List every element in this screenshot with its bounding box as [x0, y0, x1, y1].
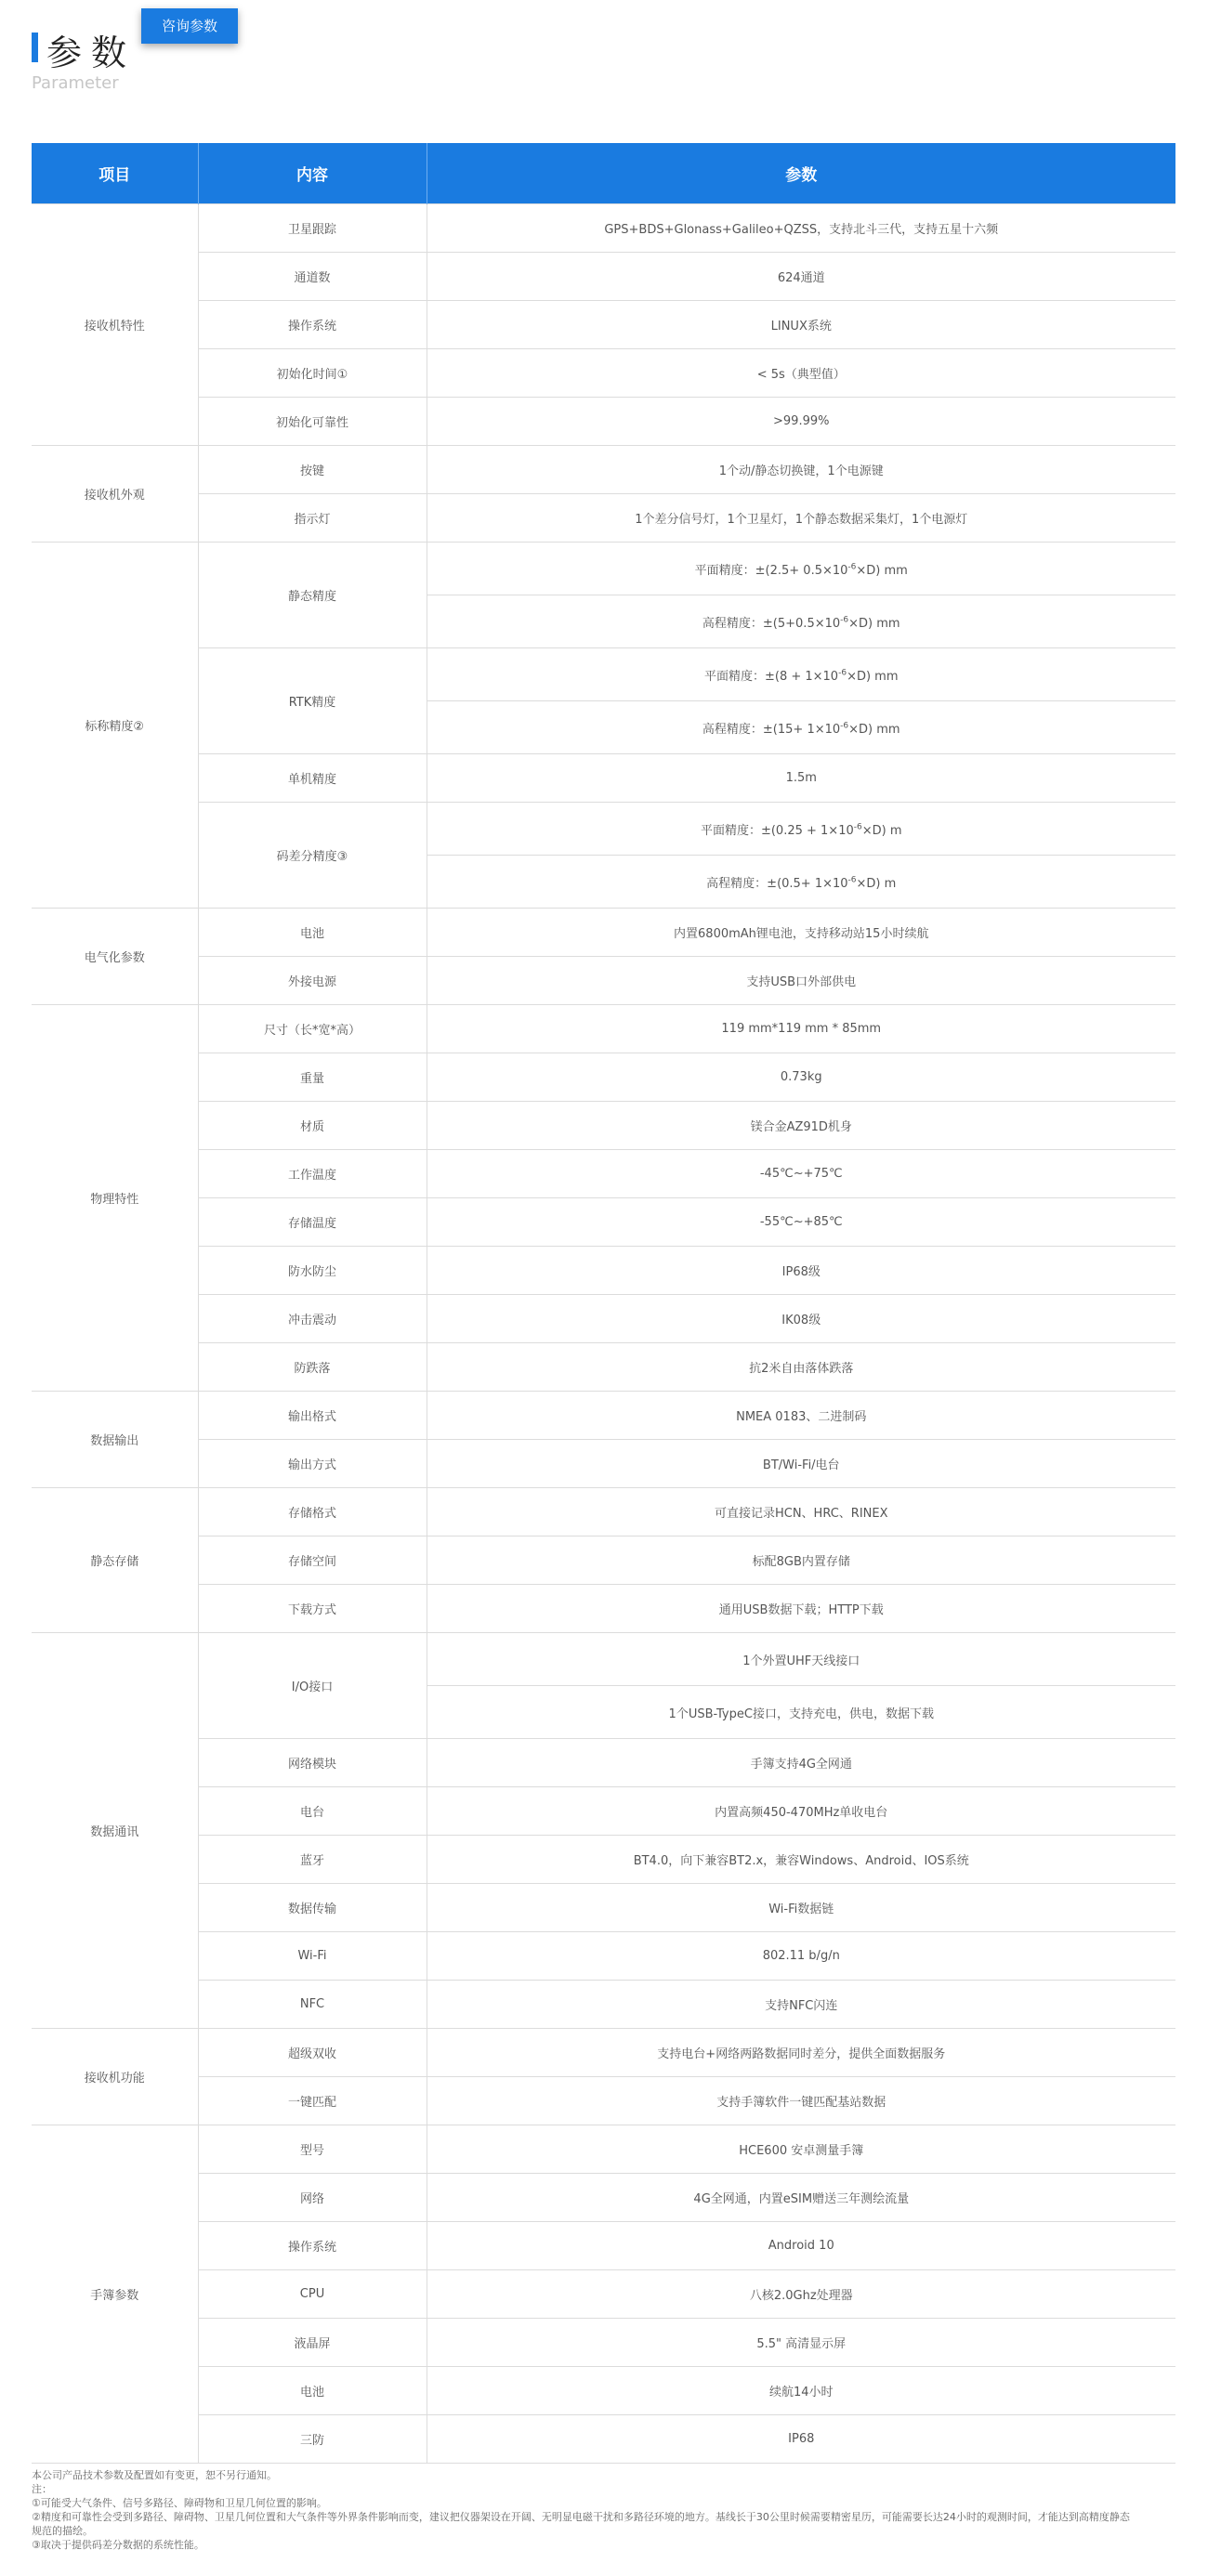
row-parameter-value: 内置6800mAh锂电池，支持移动站15小时续航	[427, 909, 1175, 957]
row-parameter-value: 1个差分信号灯，1个卫星灯，1个静态数据采集灯，1个电源灯	[427, 494, 1175, 543]
row-parameter-value: -55℃~+85℃	[427, 1198, 1175, 1247]
table-row	[32, 1392, 1175, 1440]
row-parameter-value: 支持手簿软件一键匹配基站数据	[427, 2077, 1175, 2125]
table-row	[32, 1633, 1175, 1686]
column-header-item: 项目	[32, 143, 198, 204]
row-parameter-value: LINUX系统	[427, 301, 1175, 349]
row-content-label: 下载方式	[198, 1585, 427, 1633]
table-row	[32, 2125, 1175, 2174]
row-parameter-value: 5.5" 高清显示屏	[427, 2319, 1175, 2367]
row-parameter-value: IP68级	[427, 1247, 1175, 1295]
table-row	[32, 1343, 1175, 1392]
table-row	[32, 1787, 1175, 1836]
column-header-parameter: 参数	[427, 143, 1175, 204]
row-parameter-value: 内置高频450-470MHz单收电台	[427, 1787, 1175, 1836]
table-row	[32, 543, 1175, 595]
row-parameter-value: >99.99%	[427, 398, 1175, 446]
row-parameter-value: 1个USB-TypeC接口，支持充电，供电，数据下载	[427, 1686, 1175, 1739]
table-row	[32, 2319, 1175, 2367]
row-parameter-value: 手簿支持4G全网通	[427, 1739, 1175, 1787]
row-content-label: 重量	[198, 1053, 427, 1102]
row-parameter-value: BT4.0，向下兼容BT2.x，兼容Windows、Android、IOS系统	[427, 1836, 1175, 1884]
row-content-label: 防跌落	[198, 1343, 427, 1392]
table-row	[32, 1536, 1175, 1585]
row-parameter-value: 1.5m	[427, 754, 1175, 803]
note-line: ②精度和可靠性会受到多路径、障碍物、卫星几何位置和大气条件等外界条件影响而变，建议把仪器架设在开阔、无明显电磁干扰和多路径环境的地方。基线长于30公里时候需要精密星历，可能需要长达24小时的观测时间，才能达到高精度静态	[32, 2511, 1130, 2523]
row-content-label: 操作系统	[198, 301, 427, 349]
table-row	[32, 1932, 1175, 1981]
note-line: ①可能受大气条件、信号多路径、障碍物和卫星几何位置的影响。	[32, 2497, 327, 2509]
row-parameter-value: 八核2.0Ghz处理器	[427, 2270, 1175, 2319]
table-row	[32, 494, 1175, 543]
row-parameter-value: 1个动/静态切换键，1个电源键	[427, 446, 1175, 494]
row-parameter-value: GPS+BDS+Glonass+Galileo+QZSS，支持北斗三代，支持五星十六频	[427, 204, 1175, 253]
table-row	[32, 1981, 1175, 2029]
row-parameter-value: 4G全网通，内置eSIM赠送三年测绘流量	[427, 2174, 1175, 2222]
row-content-label: 操作系统	[198, 2222, 427, 2270]
row-parameter-value: 抗2米自由落体跌落	[427, 1343, 1175, 1392]
row-parameter-value: 支持NFC闪连	[427, 1981, 1175, 2029]
row-parameter-value: 802.11 b/g/n	[427, 1932, 1175, 1981]
row-content-label: 型号	[198, 2125, 427, 2174]
table-row	[32, 253, 1175, 301]
row-parameter-value: -45℃~+75℃	[427, 1150, 1175, 1198]
row-parameter-value: 支持USB口外部供电	[427, 957, 1175, 1005]
row-parameter-value: 平面精度：$\pm(0.25 + 1\times 10^{-6}\times D)$ m	[427, 803, 1175, 856]
row-content-label: 按键	[198, 446, 427, 494]
row-content-label: RTK精度	[198, 648, 427, 754]
row-parameter-value: 1个外置UHF天线接口	[427, 1633, 1175, 1686]
row-content-label: 工作温度	[198, 1150, 427, 1198]
row-content-label: 尺寸（长*宽*高）	[198, 1005, 427, 1053]
row-parameter-value: 高程精度：$\pm(0.5+ 1\times 10^{-6}\times D)$ m	[427, 856, 1175, 909]
title-accent-bar	[32, 33, 38, 62]
row-content-label: 码差分精度③	[198, 803, 427, 909]
table-row	[32, 301, 1175, 349]
row-parameter-value: 高程精度：$\pm(5+0.5\times 10^{-6}\times D)$ mm	[427, 595, 1175, 648]
row-group-label: 物理特性	[32, 1005, 198, 1392]
parameter-table	[32, 143, 1175, 2464]
table-row	[32, 1488, 1175, 1536]
row-content-label: 存储空间	[198, 1536, 427, 1585]
row-group-label: 手簿参数	[32, 2125, 198, 2464]
row-parameter-value: 支持电台+网络两路数据同时差分，提供全面数据服务	[427, 2029, 1175, 2077]
row-content-label: 蓝牙	[198, 1836, 427, 1884]
table-row	[32, 1150, 1175, 1198]
row-group-label: 静态存储	[32, 1488, 198, 1633]
row-parameter-value: 119 mm*119 mm * 85mm	[427, 1005, 1175, 1053]
row-content-label: I/O接口	[198, 1633, 427, 1739]
row-content-label: 一键匹配	[198, 2077, 427, 2125]
row-content-label: 网络模块	[198, 1739, 427, 1787]
row-content-label: 初始化可靠性	[198, 398, 427, 446]
row-parameter-value: 通用USB数据下载；HTTP下载	[427, 1585, 1175, 1633]
row-parameter-value: 可直接记录HCN、HRC、RINEX	[427, 1488, 1175, 1536]
row-parameter-value: BT/Wi-Fi/电台	[427, 1440, 1175, 1488]
table-row	[32, 1005, 1175, 1053]
row-content-label: Wi-Fi	[198, 1932, 427, 1981]
row-group-label: 数据输出	[32, 1392, 198, 1488]
row-parameter-value: 续航14小时	[427, 2367, 1175, 2415]
row-parameter-value: HCE600 安卓测量手簿	[427, 2125, 1175, 2174]
table-row	[32, 957, 1175, 1005]
row-content-label: 通道数	[198, 253, 427, 301]
table-row	[32, 1836, 1175, 1884]
row-content-label: 单机精度	[198, 754, 427, 803]
row-content-label: 数据传输	[198, 1884, 427, 1932]
page-title: 参数	[46, 33, 137, 73]
row-content-label: 网络	[198, 2174, 427, 2222]
row-parameter-value: Wi-Fi数据链	[427, 1884, 1175, 1932]
row-parameter-value: 标配8GB内置存储	[427, 1536, 1175, 1585]
row-parameter-value: 高程精度：$\pm(15+ 1\times 10^{-6}\times D)$ mm	[427, 701, 1175, 754]
note-line: 本公司产品技术参数及配置如有变更，恕不另行通知。	[32, 2469, 277, 2481]
row-content-label: 静态精度	[198, 543, 427, 648]
row-parameter-value: 镁合金AZ91D机身	[427, 1102, 1175, 1150]
table-row	[32, 1585, 1175, 1633]
row-content-label: 输出格式	[198, 1392, 427, 1440]
table-row	[32, 1295, 1175, 1343]
row-content-label: 超级双收	[198, 2029, 427, 2077]
row-parameter-value: NMEA 0183、二进制码	[427, 1392, 1175, 1440]
table-row	[32, 2222, 1175, 2270]
row-parameter-value: IK08级	[427, 1295, 1175, 1343]
table-row	[32, 1102, 1175, 1150]
note-line: 规范的描绘。	[32, 2525, 93, 2537]
row-parameter-value: 平面精度：$\pm(2.5+ 0.5\times 10^{-6}\times D)$ mm	[427, 543, 1175, 595]
row-content-label: CPU	[198, 2270, 427, 2319]
row-parameter-value: < 5s（典型值）	[427, 349, 1175, 398]
row-content-label: 电台	[198, 1787, 427, 1836]
row-group-label: 电气化参数	[32, 909, 198, 1005]
table-row	[32, 204, 1175, 253]
table-row	[32, 398, 1175, 446]
row-group-label: 标称精度②	[32, 543, 198, 909]
table-row	[32, 1440, 1175, 1488]
row-content-label: 存储格式	[198, 1488, 427, 1536]
row-content-label: 外接电源	[198, 957, 427, 1005]
note-line: 注：	[32, 2483, 52, 2495]
consult-parameters-button[interactable]: 咨询参数	[141, 8, 238, 44]
table-row	[32, 648, 1175, 701]
section-header	[32, 20, 1184, 104]
table-row	[32, 1739, 1175, 1787]
row-content-label: 卫星跟踪	[198, 204, 427, 253]
row-parameter-value: 平面精度：$\pm(8 + 1\times 10^{-6}\times D)$ mm	[427, 648, 1175, 701]
note-line: ③取决于提供码差分数据的系统性能。	[32, 2539, 204, 2551]
row-group-label: 接收机功能	[32, 2029, 198, 2125]
row-content-label: 防水防尘	[198, 1247, 427, 1295]
table-header-row	[32, 143, 1175, 204]
row-parameter-value: 624通道	[427, 253, 1175, 301]
row-content-label: 指示灯	[198, 494, 427, 543]
row-content-label: 电池	[198, 2367, 427, 2415]
page-subtitle: Parameter	[32, 73, 119, 93]
table-row	[32, 446, 1175, 494]
row-content-label: 存储温度	[198, 1198, 427, 1247]
table-row	[32, 2077, 1175, 2125]
table-row	[32, 2029, 1175, 2077]
table-row	[32, 2270, 1175, 2319]
row-group-label: 接收机特性	[32, 204, 198, 446]
footnotes	[32, 2468, 1184, 2552]
table-row	[32, 349, 1175, 398]
row-parameter-value: 0.73kg	[427, 1053, 1175, 1102]
row-content-label: 液晶屏	[198, 2319, 427, 2367]
table-row	[32, 2367, 1175, 2415]
row-content-label: 初始化时间①	[198, 349, 427, 398]
table-row	[32, 803, 1175, 856]
row-content-label: 电池	[198, 909, 427, 957]
table-row	[32, 909, 1175, 957]
table-row	[32, 1198, 1175, 1247]
row-group-label: 数据通讯	[32, 1633, 198, 2029]
table-row	[32, 2415, 1175, 2464]
row-content-label: 输出方式	[198, 1440, 427, 1488]
table-row	[32, 2174, 1175, 2222]
row-parameter-value: IP68	[427, 2415, 1175, 2464]
row-content-label: 三防	[198, 2415, 427, 2464]
row-content-label: 材质	[198, 1102, 427, 1150]
table-row	[32, 1884, 1175, 1932]
column-header-content: 内容	[198, 143, 427, 204]
row-group-label: 接收机外观	[32, 446, 198, 543]
row-parameter-value: Android 10	[427, 2222, 1175, 2270]
table-row	[32, 1247, 1175, 1295]
row-content-label: 冲击震动	[198, 1295, 427, 1343]
row-content-label: NFC	[198, 1981, 427, 2029]
table-row	[32, 754, 1175, 803]
table-row	[32, 1053, 1175, 1102]
